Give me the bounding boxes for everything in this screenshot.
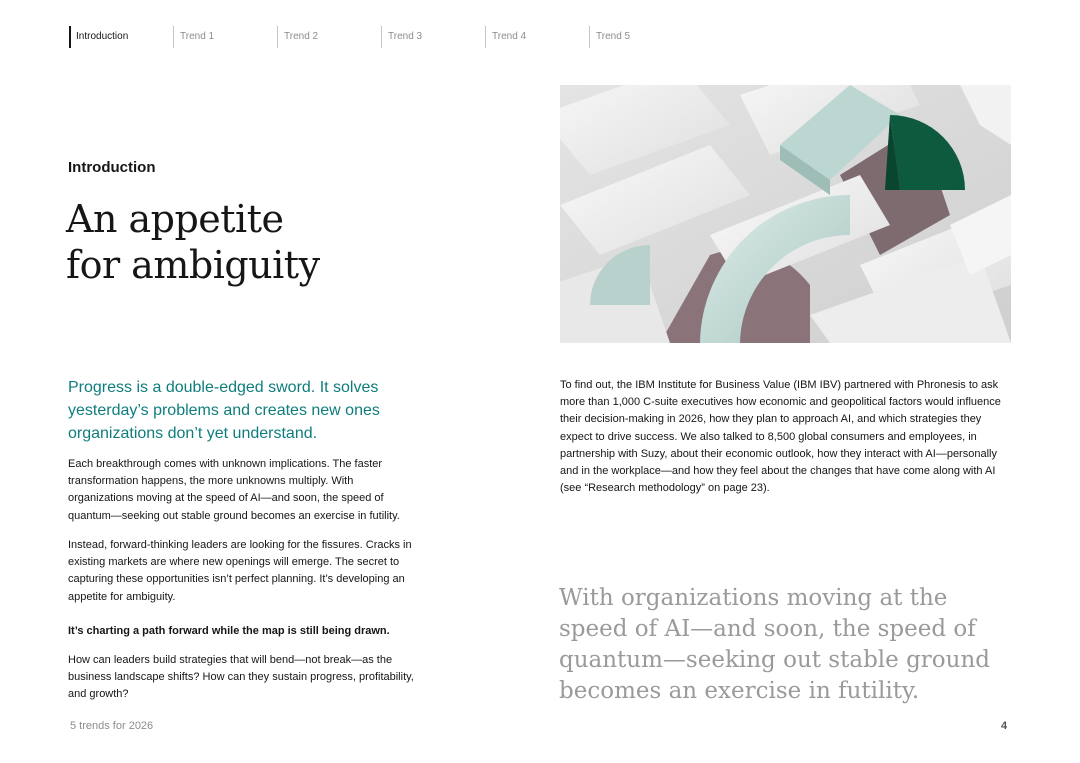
tab-trend-5[interactable]: Trend 5 [589, 26, 689, 48]
body-paragraph-1: Each breakthrough comes with unknown implications. The faster transformation happens, the more unknowns multiply. With organizations moving at the speed of AI—and soon, the speed of quantum—seeking out stable ground becomes an exercise in futility. [68, 458, 400, 522]
tab-trend-2[interactable]: Trend 2 [277, 26, 377, 48]
tab-trend-1[interactable]: Trend 1 [173, 26, 273, 48]
research-overview-paragraph: To find out, the IBM Institute for Business Value (IBM IBV) partnered with Phronesis to ask more than 1,000 C-suite executives how economic and geopolitical factors would influence their decision-making in 2026, how they plan to approach AI, and which strategies they expect to drive success. We also talked to 8,500 global consumers and employees, in partnership with Suzy, about their economic outlook, how they interact with AI—personally and in the workplace—and how they feel about the changes that have come along with AI (see “Research methodology” on page 23). [560, 379, 1001, 495]
footer-report-title: 5 trends for 2026 [70, 720, 154, 732]
pull-quote: With organizations moving at the speed of AI—and soon, the speed of quantum—seeking out stable ground becomes an exercise in futility. [559, 585, 990, 704]
hero-image [560, 85, 1011, 343]
tab-trend-4[interactable]: Trend 4 [485, 26, 585, 48]
lead-paragraph: Progress is a double-edged sword. It solves yesterday’s problems and creates new ones organizations don’t yet understand. [68, 379, 380, 442]
section-nav [69, 26, 631, 48]
body-paragraph-4: How can leaders build strategies that will bend—not break—as the business landscape shifts? How can they sustain progress, profitability, and growth? [68, 654, 414, 701]
page-title-line-1: An appetite [66, 197, 284, 241]
body-paragraph-2: Instead, forward-thinking leaders are looking for the fissures. Cracks in existing markets are where new openings will emerge. The secret to capturing these opportunities isn’t perfect planning. It’s developing an appetite for ambiguity. [68, 539, 412, 603]
page-title [66, 196, 486, 288]
abstract-blocks-illustration [560, 85, 1011, 343]
page-number: 4 [1001, 720, 1008, 732]
page-title-line-2: for ambiguity [66, 243, 320, 287]
section-label: Introduction [68, 159, 156, 176]
body-paragraph-emphasis: It’s charting a path forward while the map is still being drawn. [68, 625, 390, 637]
tab-trend-3[interactable]: Trend 3 [381, 26, 481, 48]
tab-introduction[interactable]: Introduction [69, 26, 169, 48]
